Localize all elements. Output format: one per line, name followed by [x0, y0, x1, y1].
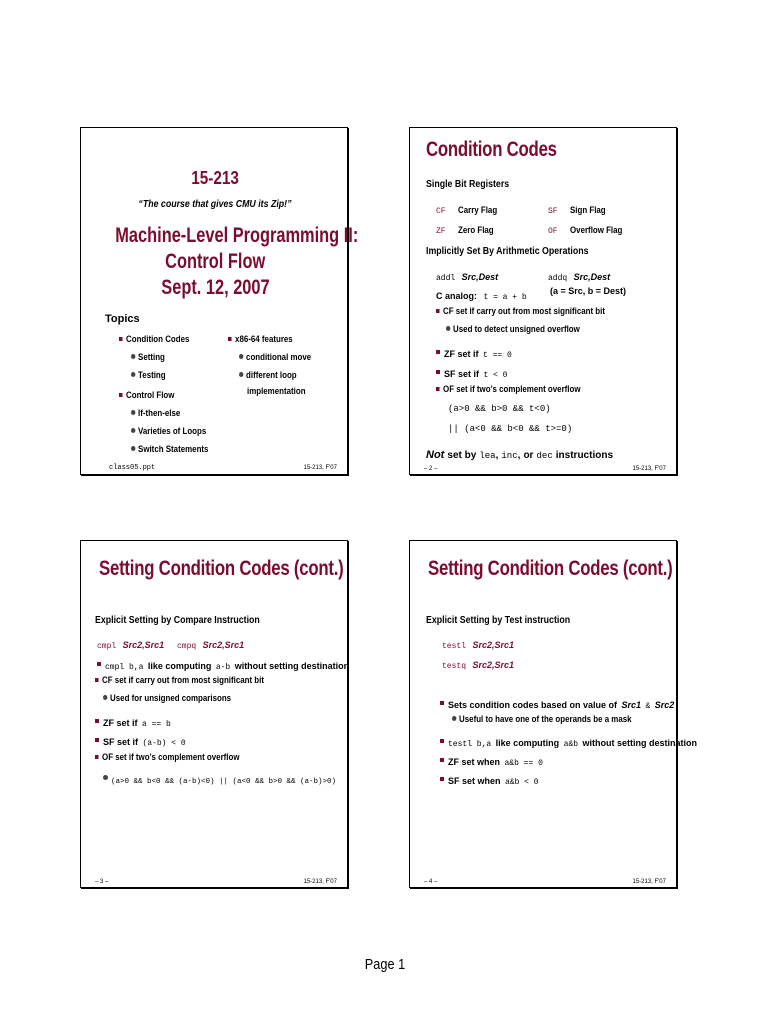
slide-2-condition-codes	[409, 127, 677, 475]
bullet-square-icon	[95, 738, 99, 742]
of-set-line: OF set if two’s complement overflow	[436, 384, 580, 394]
lecture-title-line2: Control Flow	[164, 250, 266, 273]
bullet-square-icon	[436, 387, 440, 391]
topics-heading: Topics	[105, 313, 140, 325]
bullet-square-icon	[95, 719, 99, 723]
addl-instruction: addl Src,Dest	[436, 272, 499, 283]
topic-testing: Testing	[131, 370, 166, 380]
bullet-dot-icon	[239, 354, 243, 359]
c-analog-note: (a = Src, b = Dest)	[550, 286, 627, 296]
topic-control-flow: Control Flow	[119, 390, 174, 400]
bullet-dot-icon	[446, 326, 450, 331]
bullet-square-icon	[97, 662, 101, 666]
test-heading: Explicit Setting by Test instruction	[426, 615, 571, 626]
compare-heading: Explicit Setting by Compare Instruction	[95, 615, 260, 626]
footer-page: – 3 –	[95, 879, 109, 885]
cmpl-instruction: cmpl Src2,Src1	[97, 640, 165, 651]
footer-page: – 2 –	[424, 466, 438, 472]
footer-course: 15-213, F'07	[632, 466, 666, 472]
of-condition-2: || (a<0 && b<0 && t>=0)	[448, 424, 573, 434]
bullet-square-icon	[436, 370, 440, 374]
topic-condition-codes: Condition Codes	[119, 334, 189, 344]
cf-set-line: CF set if carry out from most significant bit	[436, 306, 605, 316]
of-condition-1: (a>0 && b>0 && t<0)	[448, 404, 551, 414]
topic-conditional-move: conditional move	[239, 352, 311, 362]
lecture-date: Sept. 12, 2007	[160, 276, 270, 299]
page-number: Page 1	[364, 956, 406, 973]
zf-set-line: ZF set when a&b == 0	[440, 752, 543, 770]
cf-sub-line: Used to detect unsigned overflow	[446, 324, 580, 334]
flag-cf: CF Carry Flag	[436, 205, 498, 216]
c-analog: C analog: t = a + b	[436, 291, 527, 302]
topic-loops: Varieties of Loops	[131, 426, 206, 436]
flag-sf: SF Sign Flag	[548, 205, 606, 216]
sf-set-line: SF set if t < 0	[436, 364, 507, 382]
slide-3-compare	[80, 540, 348, 888]
topic-switch: Switch Statements	[131, 444, 208, 454]
footer-course: 15-213, F'07	[303, 879, 337, 885]
topic-different-loop: different loop	[239, 370, 297, 380]
cf-sub-line: Used for unsigned comparisons	[103, 693, 231, 703]
bullet-square-icon	[95, 755, 99, 759]
of-condition: (a>0 && b<0 && (a-b)<0) || (a<0 && b>0 && (a-b)>0)	[103, 770, 336, 788]
not-set-note: Not set by lea, inc, or dec instructions	[426, 449, 614, 461]
slide-title: Condition Codes	[426, 138, 557, 161]
bullet-square-icon	[228, 337, 232, 341]
testl-description: testl b,a like computing a&b without setting destination	[440, 733, 697, 751]
course-tagline: “The course that gives CMU its Zip!”	[138, 199, 292, 210]
addq-instruction: addq Src,Dest	[548, 272, 611, 283]
footer-page: – 4 –	[424, 879, 438, 885]
course-number: 15-213	[191, 168, 239, 188]
bullet-square-icon	[95, 678, 99, 682]
bullet-dot-icon	[131, 410, 135, 415]
bullet-square-icon	[440, 701, 444, 705]
flag-of: OF Overflow Flag	[548, 225, 623, 236]
bullet-dot-icon	[103, 775, 108, 780]
footer-filename: class05.ppt	[109, 464, 156, 472]
sf-set-line: SF set if (a-b) < 0	[95, 732, 186, 750]
bullet-square-icon	[440, 758, 444, 762]
slide-4-test	[409, 540, 697, 888]
bullet-dot-icon	[131, 354, 135, 359]
implicit-heading: Implicitly Set By Arithmetic Operations	[426, 246, 589, 257]
zf-set-line: ZF set if a == b	[95, 713, 171, 731]
testq-instruction: testq Src2,Src1	[442, 660, 515, 671]
topic-x86-64: x86-64 features	[228, 334, 293, 344]
footer-course: 15-213, F'07	[303, 465, 337, 471]
footer-course: 15-213, F'07	[632, 879, 666, 885]
bullet-dot-icon	[131, 446, 135, 451]
bullet-square-icon	[436, 350, 440, 354]
bullet-square-icon	[440, 777, 444, 781]
sets-cc-line: Sets condition codes based on value of Src1 & Src2	[440, 695, 674, 713]
lecture-title-line1: Machine-Level Programming II:	[115, 224, 359, 247]
zf-set-line: ZF set if t == 0	[436, 344, 512, 362]
topic-setting: Setting	[131, 352, 165, 362]
testl-instruction: testl Src2,Src1	[442, 640, 515, 651]
bullet-dot-icon	[131, 372, 135, 377]
bullet-dot-icon	[239, 372, 243, 377]
cmpl-description: cmpl b,a like computing a-b without setting destination	[97, 656, 349, 674]
mask-sub-line: Useful to have one of the operands be a mask	[452, 714, 632, 724]
bullet-square-icon	[119, 393, 123, 397]
bullet-square-icon	[119, 337, 123, 341]
bullet-square-icon	[440, 739, 444, 743]
sf-set-line: SF set when a&b < 0	[440, 771, 539, 789]
of-set-line: OF set if two’s complement overflow	[95, 752, 239, 762]
bullet-square-icon	[436, 309, 440, 313]
slide-1-title	[80, 127, 359, 475]
topic-implementation: implementation	[247, 386, 306, 396]
topic-if-then-else: If-then-else	[131, 408, 180, 418]
cf-set-line: CF set if carry out from most significant bit	[95, 675, 264, 685]
slide-title: Setting Condition Codes (cont.)	[99, 557, 344, 580]
slide-title: Setting Condition Codes (cont.)	[428, 557, 673, 580]
single-bit-heading: Single Bit Registers	[426, 179, 510, 190]
flag-zf: ZF Zero Flag	[436, 225, 494, 236]
bullet-dot-icon	[131, 428, 135, 433]
bullet-dot-icon	[452, 716, 456, 721]
bullet-dot-icon	[103, 695, 107, 700]
cmpq-instruction: cmpq Src2,Src1	[177, 640, 245, 651]
